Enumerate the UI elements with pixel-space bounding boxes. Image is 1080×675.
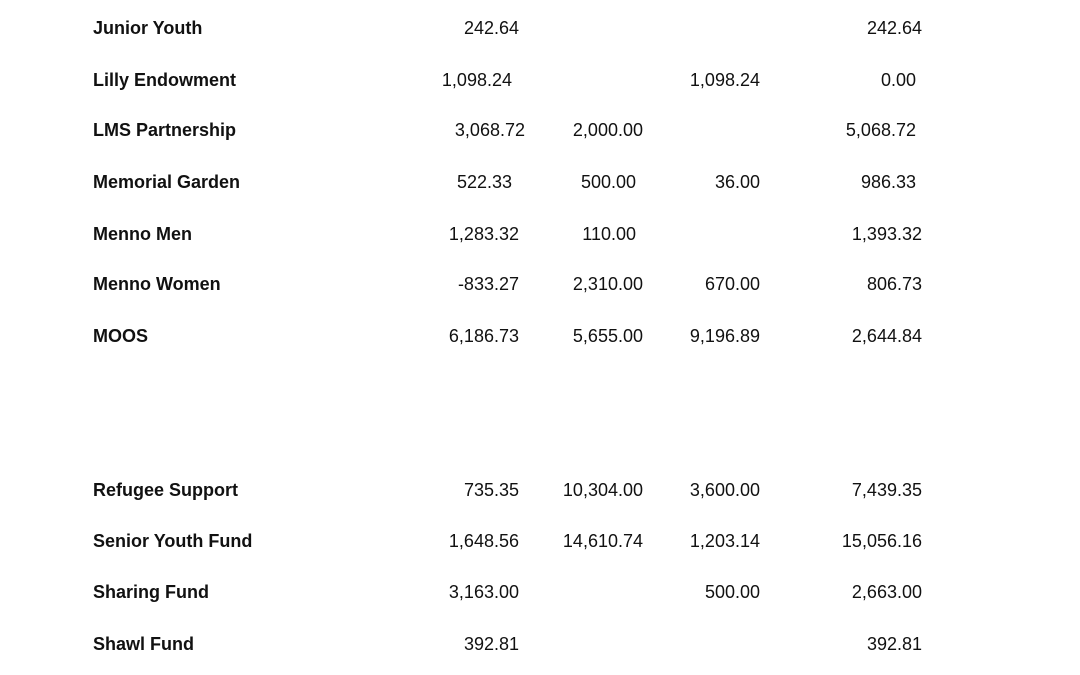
receipts: 110.00 xyxy=(582,224,636,244)
table-row xyxy=(0,169,1080,195)
closing-balance: 5,068.72 xyxy=(845,120,916,140)
disbursements: 3,600.00 xyxy=(689,480,760,500)
receipts: 10,304.00 xyxy=(562,480,643,500)
table-row xyxy=(0,117,1080,143)
opening-balance: 242.64 xyxy=(463,18,519,38)
opening-balance: 735.35 xyxy=(463,480,519,500)
opening-balance: 1,283.32 xyxy=(448,224,519,244)
fund-name: Menno Women xyxy=(93,274,221,294)
disbursements: 670.00 xyxy=(704,274,760,294)
disbursements: 500.00 xyxy=(704,582,760,602)
table-row xyxy=(0,15,1080,41)
closing-balance: 7,439.35 xyxy=(851,480,922,500)
fund-name: MOOS xyxy=(93,326,149,346)
table-row xyxy=(0,579,1080,605)
table-row xyxy=(0,528,1080,554)
table-row xyxy=(0,271,1080,297)
closing-balance: 806.73 xyxy=(866,274,922,294)
receipts: 14,610.74 xyxy=(562,531,643,551)
table-row xyxy=(0,477,1080,503)
fund-name: Lilly Endowment xyxy=(93,70,237,90)
closing-balance: 2,644.84 xyxy=(851,326,922,346)
disbursements: 36.00 xyxy=(714,172,760,192)
fund-name: Junior Youth xyxy=(93,18,203,38)
fund-name: Sharing Fund xyxy=(93,582,209,602)
opening-balance: 6,186.73 xyxy=(448,326,519,346)
closing-balance: 0.00 xyxy=(880,70,916,90)
disbursements: 1,098.24 xyxy=(689,70,760,90)
fund-name: Menno Men xyxy=(93,224,192,244)
closing-balance: 1,393.32 xyxy=(851,224,922,244)
opening-balance: 3,163.00 xyxy=(448,582,519,602)
disbursements: 1,203.14 xyxy=(689,531,760,551)
table-row xyxy=(0,323,1080,349)
opening-balance: 392.81 xyxy=(463,634,519,654)
fund-name: Shawl Fund xyxy=(93,634,194,654)
fund-name: Senior Youth Fund xyxy=(93,531,253,551)
fund-name: Refugee Support xyxy=(93,480,239,500)
disbursements: 9,196.89 xyxy=(689,326,760,346)
receipts: 500.00 xyxy=(580,172,636,192)
closing-balance: 986.33 xyxy=(860,172,916,192)
closing-balance: 392.81 xyxy=(866,634,922,654)
table-row xyxy=(0,221,1080,247)
table-row xyxy=(0,631,1080,657)
closing-balance: 2,663.00 xyxy=(851,582,922,602)
opening-balance: 1,098.24 xyxy=(441,70,512,90)
receipts: 5,655.00 xyxy=(572,326,643,346)
fund-name: Memorial Garden xyxy=(93,172,241,192)
table-row xyxy=(0,67,1080,93)
opening-balance: -833.27 xyxy=(457,274,519,294)
opening-balance: 1,648.56 xyxy=(448,531,519,551)
receipts: 2,310.00 xyxy=(572,274,643,294)
fund-name: LMS Partnership xyxy=(93,120,237,140)
closing-balance: 15,056.16 xyxy=(841,531,922,551)
opening-balance: 522.33 xyxy=(456,172,512,192)
receipts: 2,000.00 xyxy=(572,120,643,140)
closing-balance: 242.64 xyxy=(866,18,922,38)
opening-balance: 3,068.72 xyxy=(454,120,525,140)
